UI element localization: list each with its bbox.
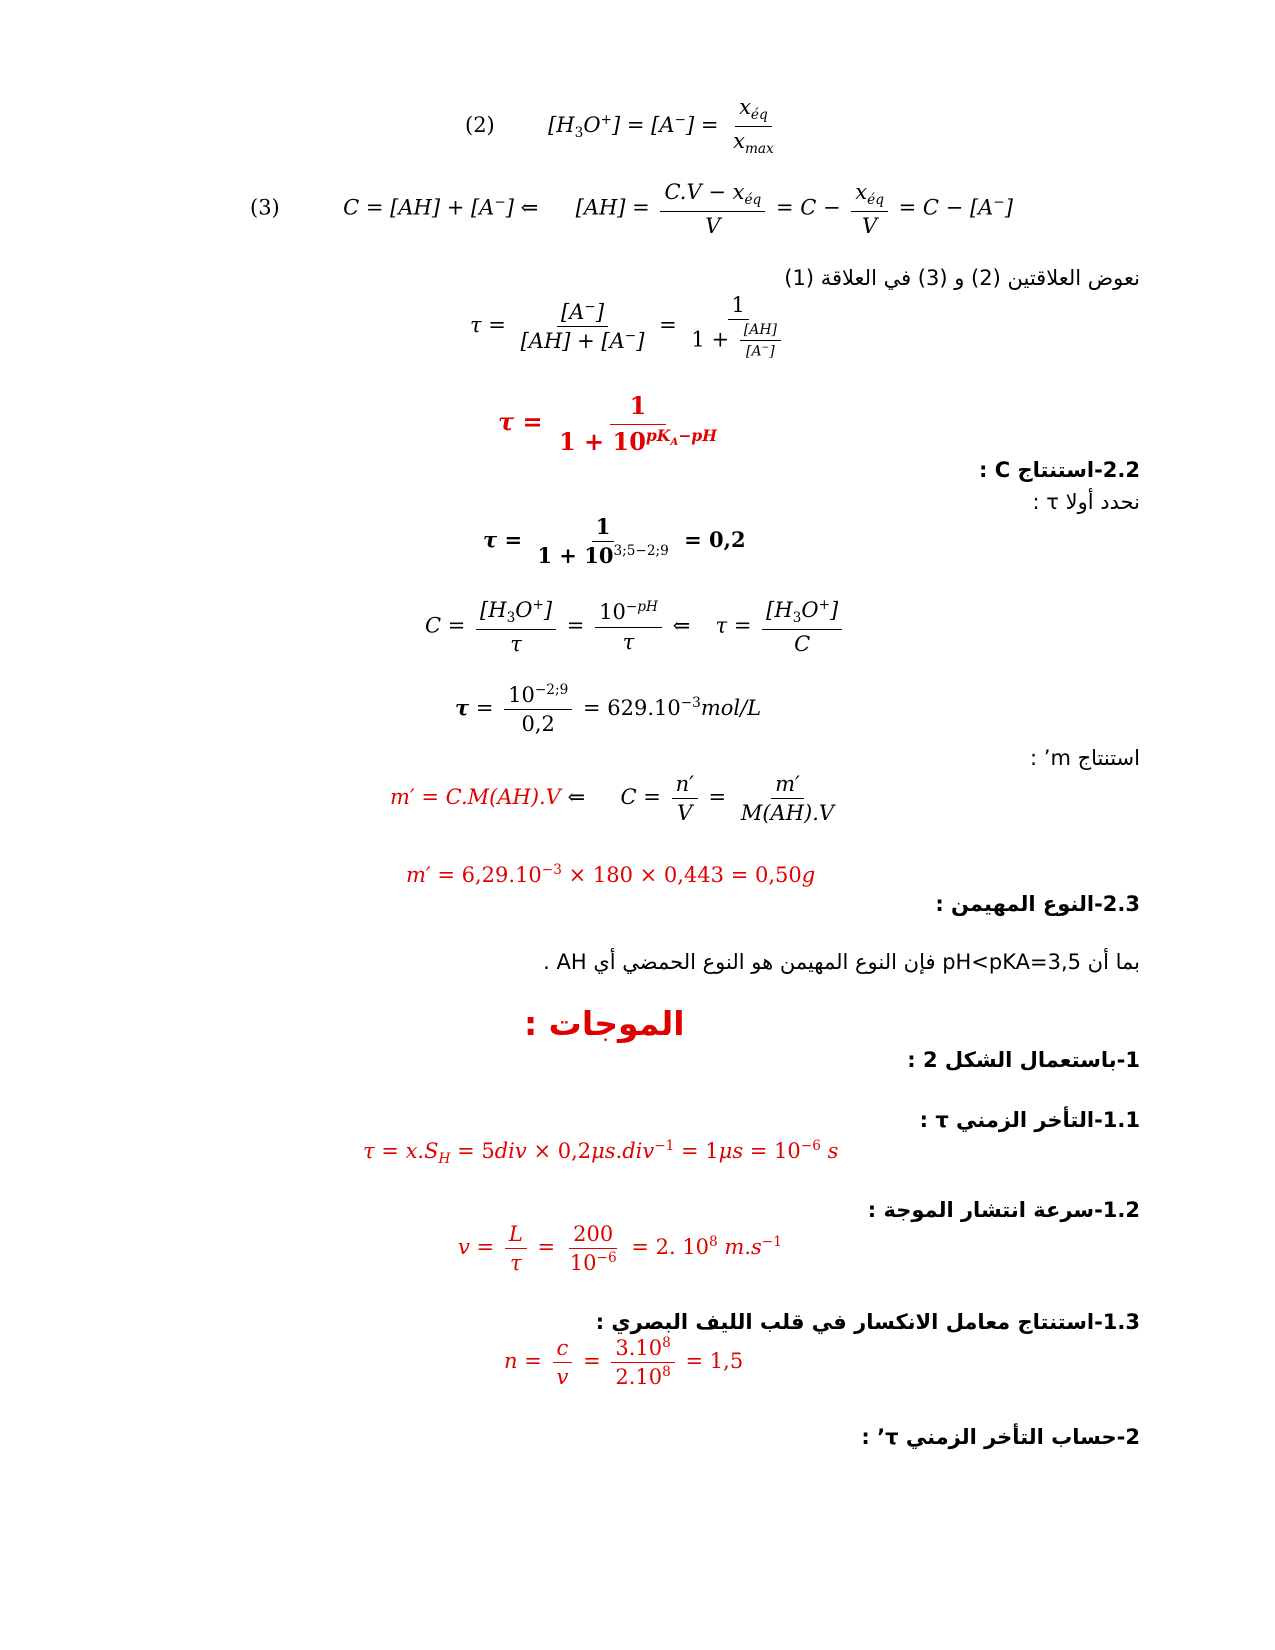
- equation-2-label: (2): [465, 112, 495, 137]
- wave-1-heading: 1-باستعمال الشكل 2 :: [907, 1048, 1140, 1072]
- index-value: 1,5: [709, 1349, 744, 1374]
- equation-3-label: (3): [250, 195, 280, 220]
- waves-title: الموجات :: [524, 1004, 685, 1043]
- wave-1-3-heading: 1.3-استنتاج معامل الانكسار في قلب الليف البصري :: [595, 1310, 1140, 1334]
- first-find-tau-text: نحدد أولا τ :: [1032, 490, 1140, 514]
- m-value: 0,50: [754, 863, 802, 887]
- wave-1-2-heading: 1.2-سرعة انتشار الموجة :: [867, 1198, 1140, 1222]
- wave-2-heading: 2-حساب التأخر الزمني τ’ :: [861, 1425, 1140, 1449]
- speed-value: 2. 10: [655, 1235, 710, 1260]
- m-formula-equation: m′ = C.M(AH).V ⇐ C = $\frac{n'}{V}$ = $\frac{m'}{M(AH).V}$: [390, 772, 835, 826]
- tau-ph-formula: τ = $\frac{1}{1 + 10^{pK_A-pH}}$: [498, 391, 717, 456]
- dominant-species-text: بما أن pH<pKA=3,5 فإن النوع المهيمن هو النوع الحمضي أي AH .: [543, 950, 1140, 974]
- wave-1-1-heading: 1.1-التأخر الزمني τ :: [919, 1108, 1140, 1132]
- time-delay-equation: $\tau = x.S_H = 5div \times 0,2\mu s.div^{-1} = 1\mu s = 10^{-6}$ s: [363, 1138, 839, 1168]
- find-m-text: استنتاج m’ :: [1030, 746, 1140, 770]
- c-unit: mol/L: [700, 696, 762, 721]
- equation-3: (3) C = [AH] + [A−] ⇐ [AH] = $\frac{C.V - x_{éq}}{V}$ = C − $\frac{x_{éq}}{V}$ = C − [A−]: [250, 180, 1013, 238]
- c-formula-equation: C = $\frac{[H_3O^+]}{\tau}$ = $\frac{10^{-pH}}{\tau}$ ⇐ τ = $\frac{[H_3O^+]}{C}$: [425, 598, 846, 656]
- c-numeric-equation: τ = $\frac{10^{-2;9}}{0,2}$ = $629.10^{-3}mol/L$: [455, 682, 762, 737]
- refraction-index-equation: n = $\frac{c}{v}$ = $\frac{3.10^8}{2.10^8}$ = 1,5: [504, 1335, 744, 1390]
- tau-value: 0,2: [709, 527, 746, 553]
- tau-numeric-equation: τ = $\frac{1}{1 + 10^{3;5-2;9}}$ = 0,2: [483, 514, 746, 569]
- wave-speed-equation: v = $\frac{L}{\tau}$ = $\frac{200}{10^{-6}}$ = 2. $10^8$ $m.s^{-1}$: [458, 1222, 782, 1276]
- equation-2: (2) $[H_3O^+] = [A^-]$ = $\frac{x_{éq}}{x_{max}}$: [465, 95, 774, 158]
- tau-fraction-equation: τ = $\frac{[A^-]}{[AH] + [A^-]}$ = 1 1 + $\frac{[AH]}{[A^-]}$: [470, 293, 793, 360]
- section-2-2-heading: 2.2-استنتاج C :: [979, 458, 1140, 482]
- c-value: 629.10: [607, 696, 681, 721]
- section-2-3-heading: 2.3-النوع المهيمن :: [935, 892, 1140, 916]
- m-numeric-equation: $m' = 6,29.10^{-3} \times 180 \times 0,443 = 0,50g$: [406, 862, 816, 887]
- substitution-text: نعوض العلاقتين (2) و (3) في العلاقة (1): [784, 266, 1140, 290]
